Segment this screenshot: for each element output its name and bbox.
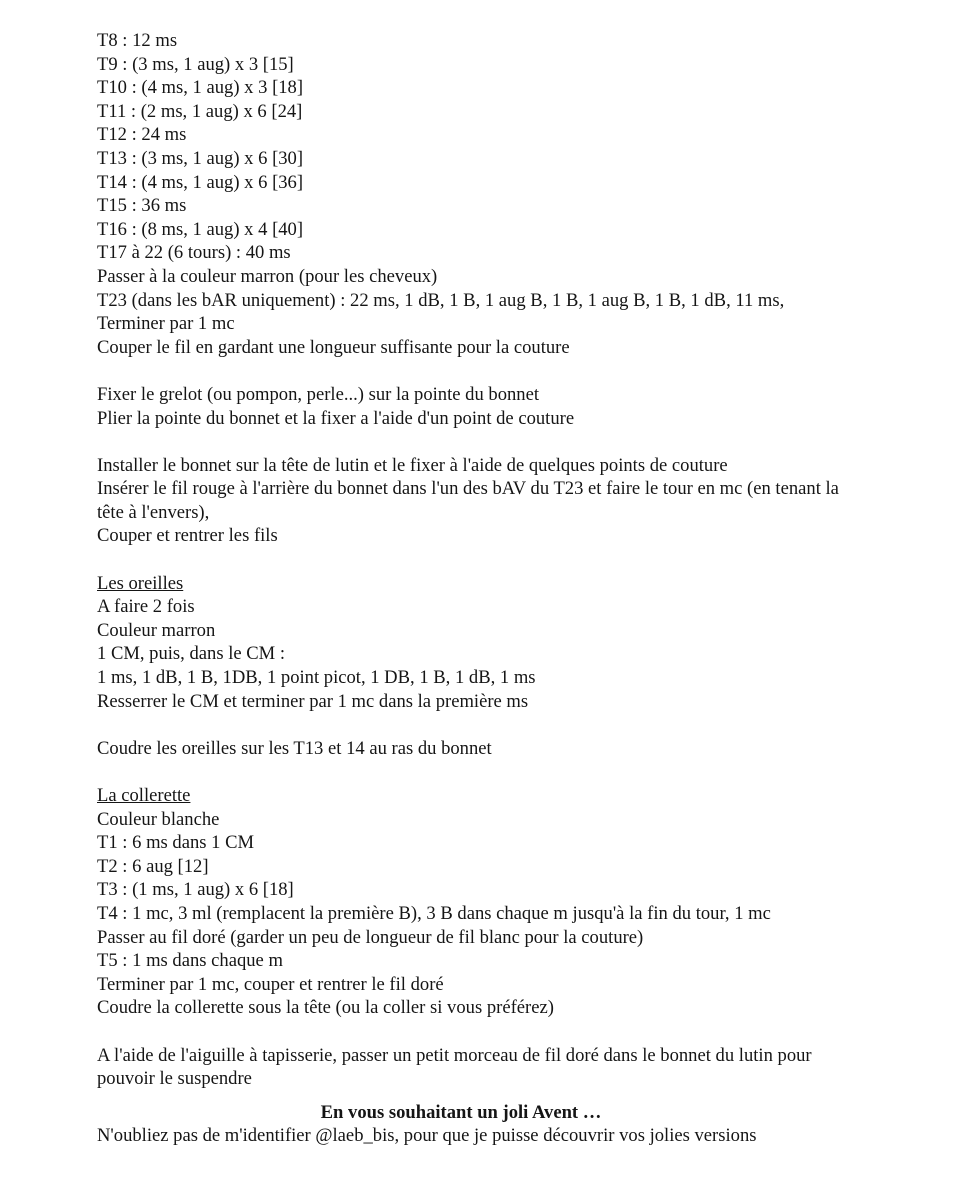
instruction-line: T11 : (2 ms, 1 aug) x 6 [24] bbox=[97, 100, 303, 122]
section-heading-collerette: La collerette bbox=[97, 785, 191, 806]
instruction-line: T23 (dans les bAR uniquement) : 22 ms, 1 dB, 1 B, 1 aug B, 1 B, 1 aug B, 1 B, 1 dB, 11 ms, bbox=[97, 289, 785, 311]
instruction-line: T17 à 22 (6 tours) : 40 ms bbox=[97, 242, 291, 264]
instruction-line: Passer au fil doré (garder un peu de longueur de fil blanc pour la couture) bbox=[97, 926, 644, 948]
suspension-instruction: A l'aide de l'aiguille à tapisserie, passer un petit morceau de fil doré dans le bonnet du lutin pour pouvoir le suspendre bbox=[97, 1044, 812, 1090]
closing-block bbox=[97, 1101, 887, 1148]
grelot-instructions bbox=[97, 383, 887, 430]
instruction-line: 1 ms, 1 dB, 1 B, 1DB, 1 point picot, 1 DB, 1 B, 1 dB, 1 ms bbox=[97, 667, 536, 689]
closing-wish: En vous souhaitant un joli Avent … bbox=[320, 1101, 602, 1123]
instruction-line: Fixer le grelot (ou pompon, perle...) sur la pointe du bonnet bbox=[97, 383, 540, 405]
instruction-line: Coudre la collerette sous la tête (ou la coller si vous préférez) bbox=[97, 997, 554, 1019]
instruction-line: T4 : 1 mc, 3 ml (remplacent la première B), 3 B dans chaque m jusqu'à la fin du tour, 1 mc bbox=[97, 902, 771, 924]
instruction-line: T8 : 12 ms bbox=[97, 30, 178, 51]
spacer bbox=[97, 548, 887, 572]
spacer bbox=[97, 760, 887, 784]
instruction-line: Resserrer le CM et terminer par 1 mc dans la première ms bbox=[97, 690, 529, 712]
instruction-line: T5 : 1 ms dans chaque m bbox=[97, 950, 283, 972]
instruction-line: T1 : 6 ms dans 1 CM bbox=[97, 832, 255, 854]
installation-instructions bbox=[97, 454, 887, 548]
spacer bbox=[97, 713, 887, 737]
instruction-line: Couper et rentrer les fils bbox=[97, 525, 278, 547]
instruction-line: A faire 2 fois bbox=[97, 596, 195, 618]
instruction-line: T12 : 24 ms bbox=[97, 124, 187, 146]
instruction-line: Terminer par 1 mc bbox=[97, 313, 235, 335]
instruction-line: T9 : (3 ms, 1 aug) x 3 [15] bbox=[97, 53, 294, 75]
instruction-line: Couper le fil en gardant une longueur suffisante pour la couture bbox=[97, 336, 570, 358]
oreilles-section bbox=[97, 572, 887, 761]
instruction-line: T10 : (4 ms, 1 aug) x 3 [18] bbox=[97, 77, 304, 99]
instruction-line: Plier la pointe du bonnet et la fixer a l'aide d'un point de couture bbox=[97, 407, 575, 429]
spacer bbox=[97, 430, 887, 454]
instruction-line: T16 : (8 ms, 1 aug) x 4 [40] bbox=[97, 218, 304, 240]
instruction-line: 1 CM, puis, dans le CM : bbox=[97, 643, 286, 665]
bonnet-instructions bbox=[97, 29, 887, 359]
pattern-page bbox=[97, 29, 887, 1148]
instruction-line: Terminer par 1 mc, couper et rentrer le fil doré bbox=[97, 973, 444, 995]
instruction-line: T13 : (3 ms, 1 aug) x 6 [30] bbox=[97, 147, 304, 169]
instruction-line: T3 : (1 ms, 1 aug) x 6 [18] bbox=[97, 879, 294, 901]
instruction-line: T15 : 36 ms bbox=[97, 195, 187, 217]
instruction-line: Installer le bonnet sur la tête de lutin et le fixer à l'aide de quelques points de couture bbox=[97, 454, 728, 476]
instruction-line: Coudre les oreilles sur les T13 et 14 au ras du bonnet bbox=[97, 737, 492, 759]
closing-tag-note: N'oubliez pas de m'identifier @laeb_bis, pour que je puisse découvrir vos jolies versions bbox=[97, 1125, 757, 1147]
section-heading-oreilles: Les oreilles bbox=[97, 572, 184, 594]
instruction-line: Passer à la couleur marron (pour les cheveux) bbox=[97, 265, 438, 287]
instruction-line: Couleur blanche bbox=[97, 808, 220, 830]
collerette-section bbox=[97, 784, 887, 1020]
instruction-line: Insérer le fil rouge à l'arrière du bonnet dans l'un des bAV du T23 et faire le tour en mc (en tenant la tête à l'envers), bbox=[97, 478, 839, 523]
instruction-line: T2 : 6 aug [12] bbox=[97, 855, 209, 877]
spacer bbox=[97, 359, 887, 383]
instruction-line: Couleur marron bbox=[97, 619, 216, 641]
spacer bbox=[97, 1020, 887, 1044]
instruction-line: T14 : (4 ms, 1 aug) x 6 [36] bbox=[97, 171, 304, 193]
